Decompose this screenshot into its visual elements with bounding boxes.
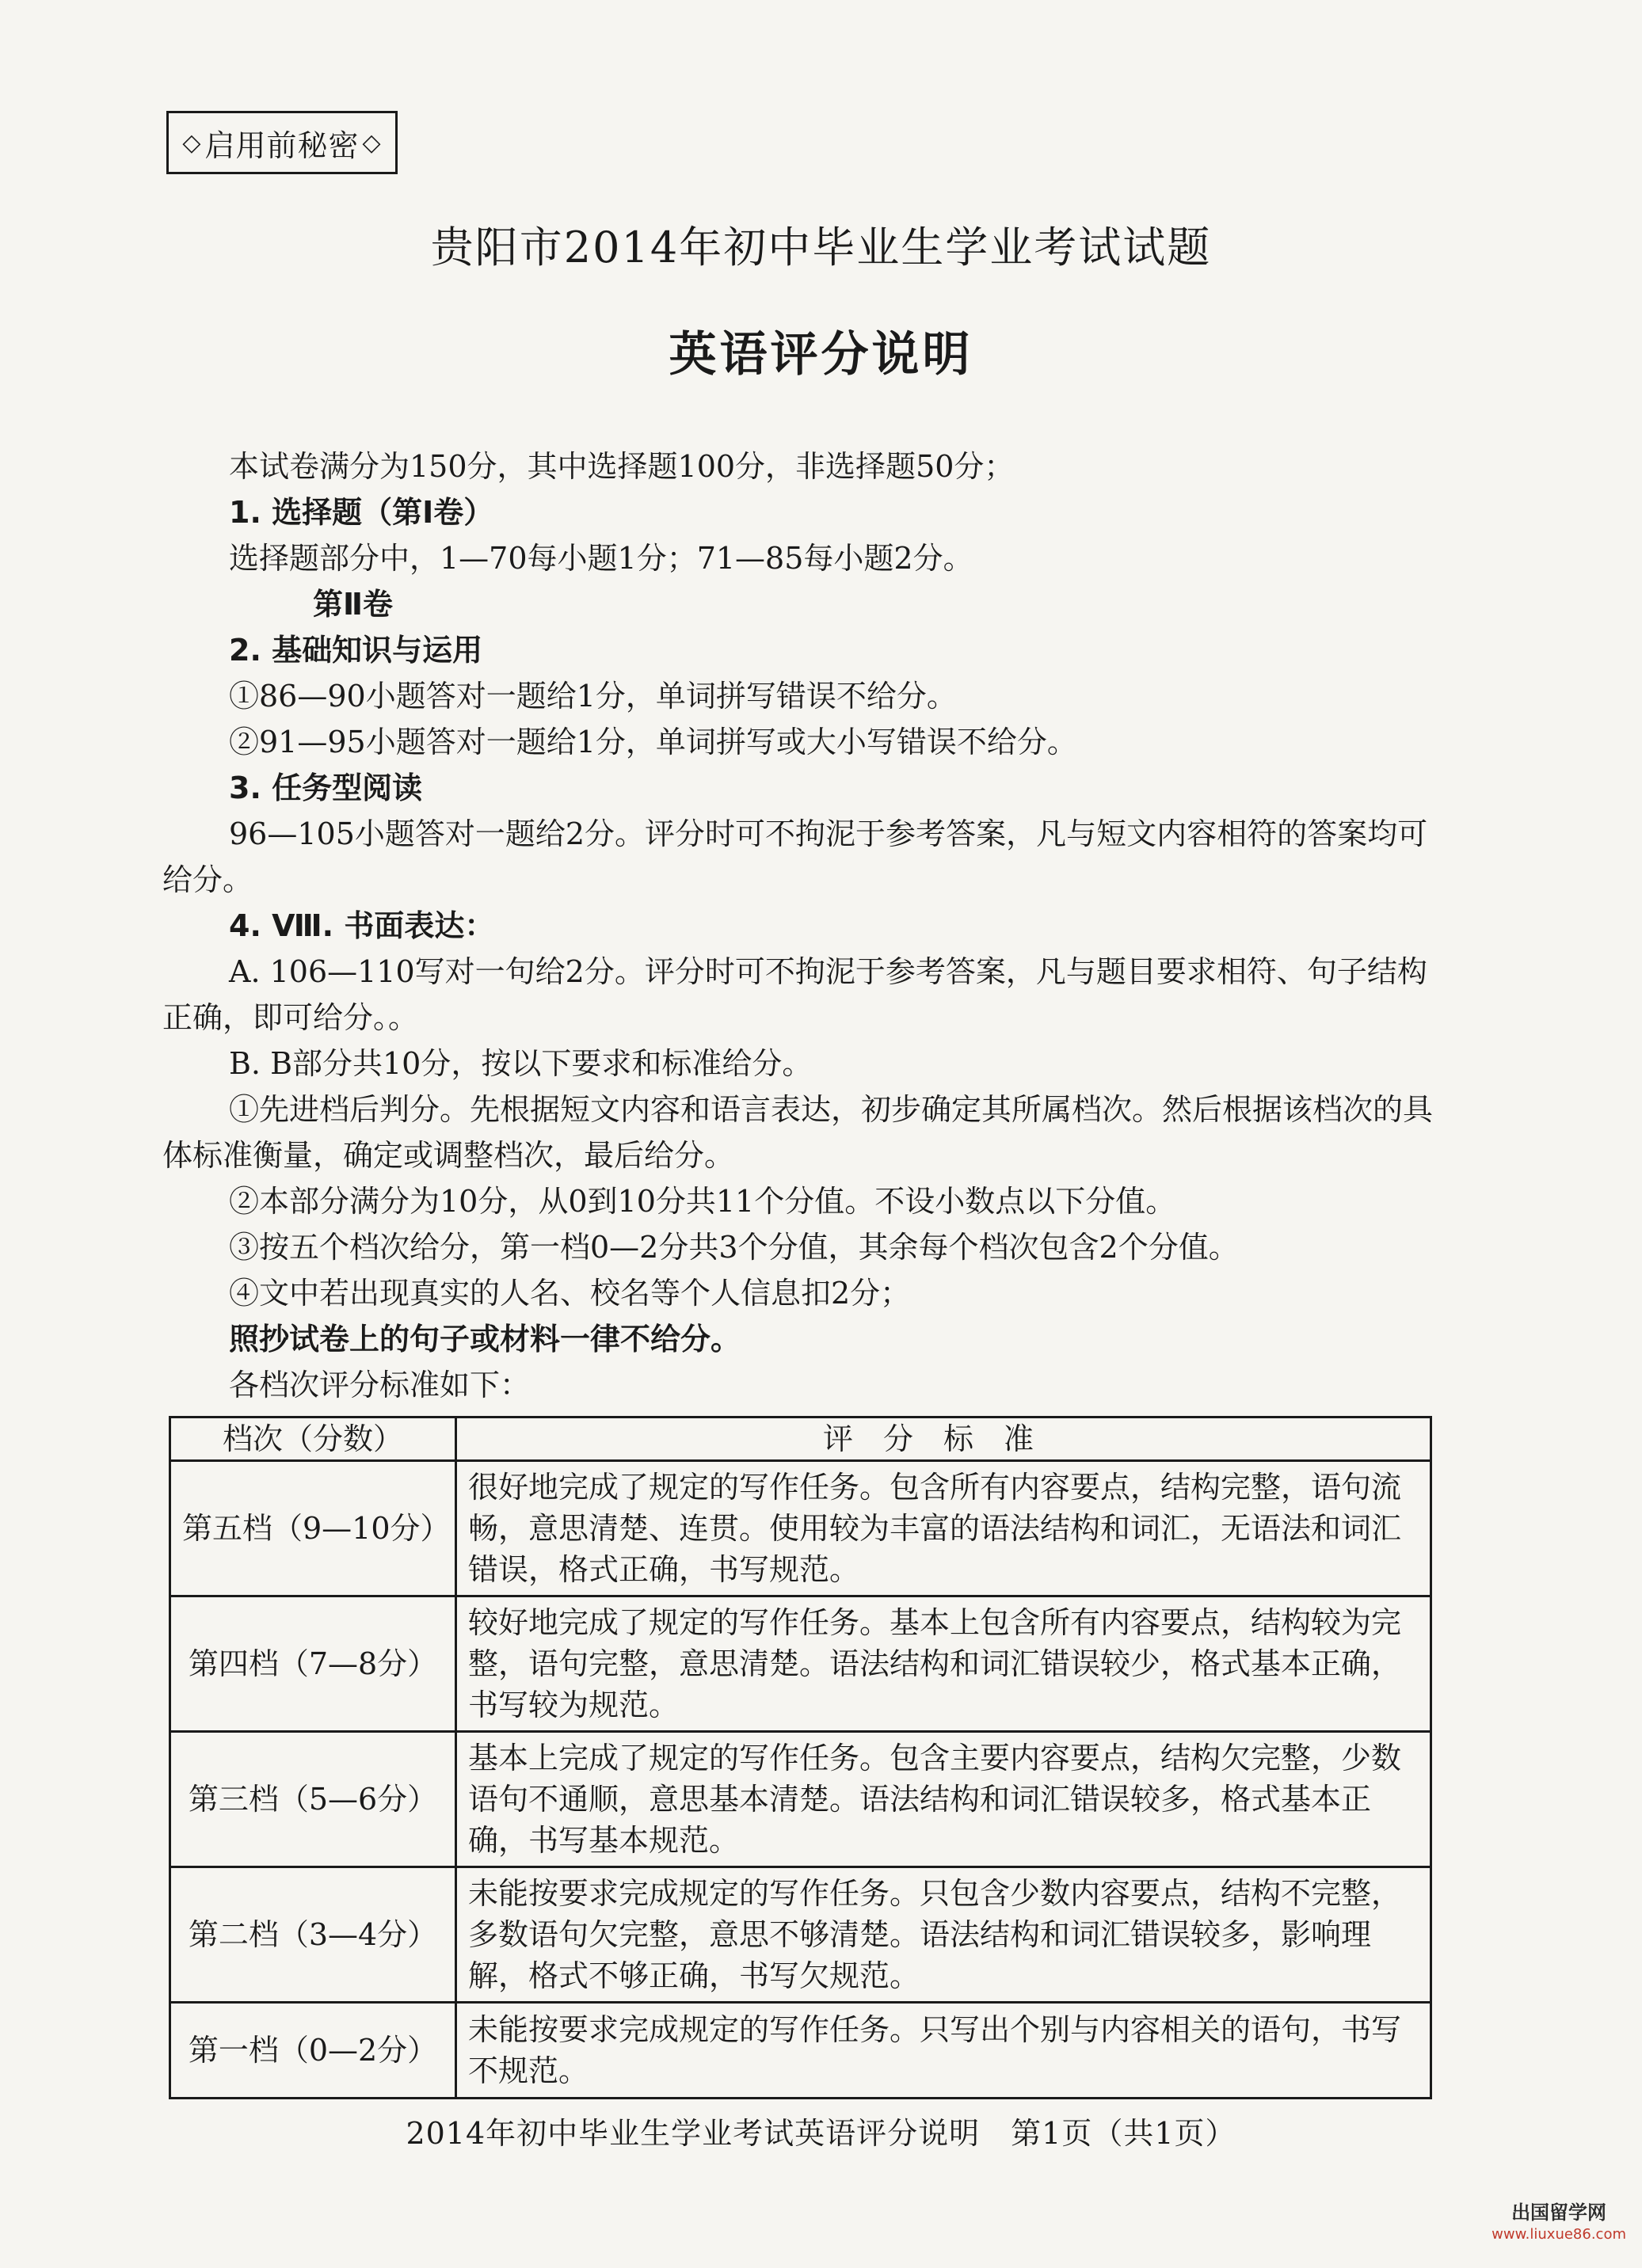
- confidential-stamp: [166, 111, 398, 174]
- table-row: [170, 1732, 1431, 1867]
- section-2-item-1: ①86—90小题答对一题给1分，单词拼写错误不给分。: [229, 679, 957, 714]
- grade-level: 第一档（0—2分）: [170, 2003, 456, 2099]
- section-4-copy-rule: 照抄试卷上的句子或材料一律不给分。: [229, 1322, 741, 1357]
- grading-table: [169, 1416, 1432, 2099]
- header-criteria: 评分标准: [456, 1418, 1431, 1461]
- section-4-part-a: A. 106—110写对一句给2分。评分时可不拘泥于参考答案，凡与题目要求相符、句子结构正确，即可给分。。: [162, 954, 1427, 1035]
- diamond-left-icon: ◇: [182, 128, 202, 157]
- table-header-row: [170, 1418, 1431, 1461]
- page-footer: 2014年初中毕业生学业考试英语评分说明 第1页（共1页）: [406, 2116, 1236, 2151]
- grade-criteria: 未能按要求完成规定的写作任务。只包含少数内容要点，结构不完整，多数语句欠完整，意思不够清楚。语法结构和词汇错误较多，影响理解，格式不够正确，书写欠规范。: [456, 1867, 1431, 2003]
- diamond-right-icon: ◇: [362, 128, 382, 157]
- section-3-text: 96—105小题答对一题给2分。评分时可不拘泥于参考答案，凡与短文内容相符的答案均可给分。: [162, 816, 1428, 897]
- section-4-heading: 4. Ⅷ. 书面表达：: [229, 908, 495, 943]
- grade-criteria: 很好地完成了规定的写作任务。包含所有内容要点，结构完整，语句流畅，意思清楚、连贯。使用较为丰富的语法结构和词汇，无语法和词汇错误，格式正确，书写规范。: [456, 1461, 1431, 1596]
- section-4-rule-1: ①先进档后判分。先根据短文内容和语言表达，初步确定其所属档次。然后根据该档次的具体标准衡量，确定或调整档次，最后给分。: [162, 1092, 1434, 1173]
- grade-criteria: 较好地完成了规定的写作任务。基本上包含所有内容要点，结构较为完整，语句完整，意思清楚。语法结构和词汇错误较少，格式基本正确，书写较为规范。: [456, 1596, 1431, 1732]
- section-4-rule-2: ②本部分满分为10分，从0到10分共11个分值。不设小数点以下分值。: [229, 1184, 1176, 1219]
- section-4-rule-3: ③按五个档次给分，第一档0—2分共3个分值，其余每个档次包含2个分值。: [229, 1230, 1239, 1265]
- grade-level: 第五档（9—10分）: [170, 1461, 456, 1596]
- section-4-rule-4: ④文中若出现真实的人名、校名等个人信息扣2分；: [229, 1276, 911, 1311]
- grade-level: 第三档（5—6分）: [170, 1732, 456, 1867]
- section-2-heading: 2. 基础知识与运用: [229, 633, 483, 668]
- grade-level: 第二档（3—4分）: [170, 1867, 456, 2003]
- grade-criteria: 未能按要求完成规定的写作任务。只写出个别与内容相关的语句，书写不规范。: [456, 2003, 1431, 2099]
- table-row: [170, 1867, 1431, 2003]
- scoring-instructions: [162, 443, 1438, 1408]
- watermark-name: 出国留学网: [1511, 2201, 1607, 2224]
- grade-level: 第四档（7—8分）: [170, 1596, 456, 1732]
- site-watermark: [1492, 2201, 1626, 2246]
- document-subtitle: 英语评分说明: [669, 327, 973, 382]
- table-intro: 各档次评分标准如下：: [229, 1368, 531, 1402]
- part-2-heading: 第Ⅱ卷: [313, 587, 394, 622]
- table-row: [170, 2003, 1431, 2099]
- table-row: [170, 1461, 1431, 1596]
- grade-criteria: 基本上完成了规定的写作任务。包含主要内容要点，结构欠完整，少数语句不通顺，意思基本清楚。语法结构和词汇错误较多，格式基本正确，书写基本规范。: [456, 1732, 1431, 1867]
- watermark-url: www.liuxue86.com: [1492, 2226, 1626, 2243]
- section-1-heading: 1. 选择题（第Ⅰ卷）: [229, 495, 494, 530]
- confidential-label: 启用前秘密: [204, 127, 360, 163]
- table-row: [170, 1596, 1431, 1732]
- header-level: 档次（分数）: [170, 1418, 456, 1461]
- section-4-part-b: B. B部分共10分，按以下要求和标准给分。: [229, 1046, 813, 1081]
- exam-title: 贵阳市2014年初中毕业生学业考试试题: [430, 223, 1212, 272]
- section-3-heading: 3. 任务型阅读: [229, 771, 423, 805]
- intro-text: 本试卷满分为150分，其中选择题100分，非选择题50分；: [229, 449, 1015, 484]
- section-2-item-2: ②91—95小题答对一题给1分，单词拼写或大小写错误不给分。: [229, 725, 1077, 759]
- section-1-text: 选择题部分中，1—70每小题1分；71—85每小题2分。: [229, 541, 973, 576]
